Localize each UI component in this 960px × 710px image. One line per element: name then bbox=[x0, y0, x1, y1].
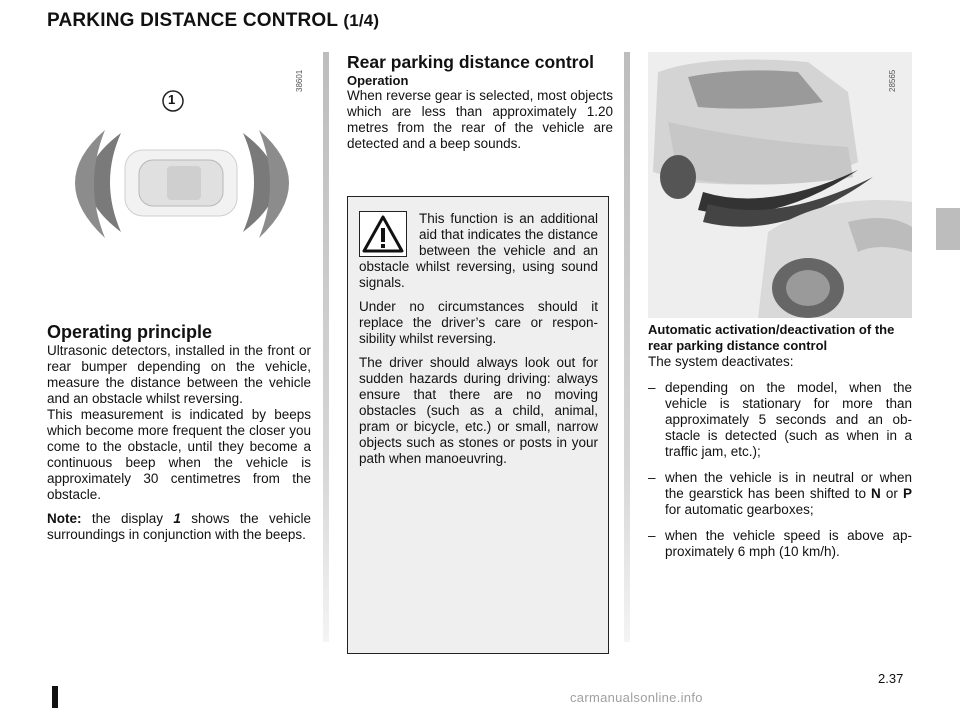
column-divider-right bbox=[624, 52, 630, 642]
subsection-heading: Operation bbox=[347, 73, 409, 88]
page-title: PARKING DISTANCE CONTROL (1/4) bbox=[47, 10, 380, 31]
section-tab-marker bbox=[936, 208, 960, 250]
operation-paragraph: When reverse gear is selected, most objects which are less than approximately 1.20 metres from the rear of the vehicle are detected and a beep sounds. bbox=[347, 88, 613, 151]
principle-paragraph-2: This measurement is indicated by beeps which become more frequent the closer you come to the obstacle, until they become a continuous beep when the vehicle is approximately 30 centimetres from the obstacle. bbox=[47, 407, 311, 502]
note-paragraph: Note: the display 1 shows the vehicle surroundings in conjunction with the beeps. bbox=[47, 511, 311, 542]
warning-paragraph-2: Under no circumstances should it replace the driver’s care or responsibility whilst reversing. bbox=[359, 299, 598, 346]
rear-sensor-illustration bbox=[648, 52, 912, 318]
display-callout-number: 1 bbox=[168, 92, 176, 107]
figure-reference-code: 28565 bbox=[888, 69, 897, 92]
watermark: carmanualsonline.info bbox=[570, 690, 703, 705]
corner-mark bbox=[52, 686, 58, 708]
list-item: – depending on the model, when the vehicle is stationary for more than approximately 5 seconds and an obstacle is detected (such as when in a traffic jam, etc.); bbox=[648, 380, 912, 459]
section-heading: Operating principle bbox=[47, 322, 213, 342]
principle-paragraph-1: Ultrasonic detectors, installed in the front or rear bumper depending on the vehicle, measure the distance between the vehicle and an obstacle whilst reversing. bbox=[47, 343, 311, 406]
operating-principle-section bbox=[47, 322, 311, 543]
section-heading: Rear parking distance control bbox=[347, 52, 595, 72]
rear-parking-section bbox=[347, 52, 613, 152]
warning-paragraph-1: This function is an additional aid that indicates the distance between the vehicle and an obstacle whilst reversing, using sound signals. bbox=[359, 211, 598, 290]
sensor-display-illustration bbox=[47, 52, 317, 288]
note-reference: 1 bbox=[173, 511, 181, 526]
auto-activation-section bbox=[648, 322, 912, 560]
car-rear-graphic bbox=[648, 52, 912, 318]
column-divider-left bbox=[323, 52, 329, 642]
section-heading: Automatic activation/deactivation of the rear parking distance control bbox=[648, 322, 895, 353]
warning-box bbox=[347, 196, 609, 654]
intro-paragraph: The system deactivates: bbox=[648, 354, 794, 369]
page-part-indicator: (1/4) bbox=[343, 11, 380, 30]
warning-triangle-icon bbox=[359, 211, 407, 257]
figure-reference-code: 38601 bbox=[295, 69, 304, 92]
car-top-view-graphic bbox=[47, 52, 317, 288]
note-label: Note: bbox=[47, 511, 82, 526]
list-item: – when the vehicle is in neutral or when the gearstick has been shifted to N or P for automatic gearboxes; bbox=[648, 470, 912, 517]
warning-paragraph-3: The driver should always look out for sudden hazards during driving: always ensure that there are no moving obstacles (such as a child, animal, pram or bicycle, etc.) or small, narrow objects such as stones or posts in your path when manoeuvring. bbox=[359, 355, 598, 466]
list-item: – when the vehicle speed is above approximately 6 mph (10 km/h). bbox=[648, 528, 912, 559]
page-number: 2.37 bbox=[878, 671, 904, 686]
